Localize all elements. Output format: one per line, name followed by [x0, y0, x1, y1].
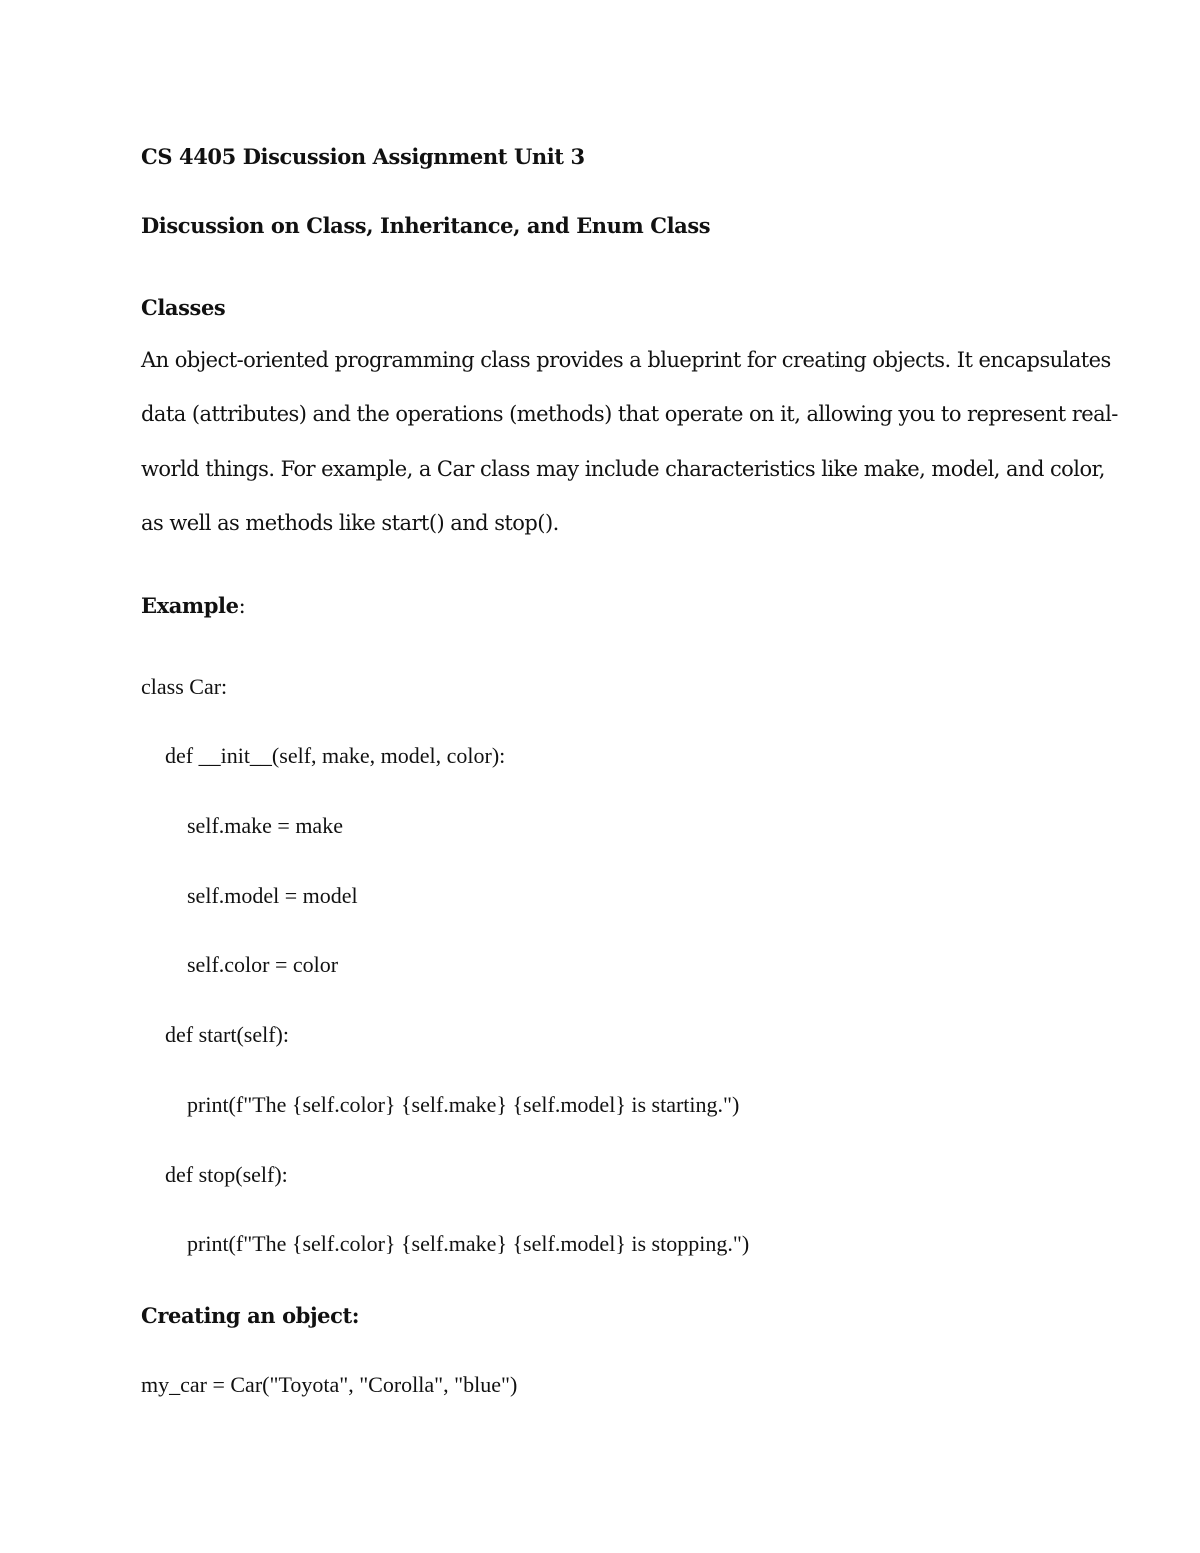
- document-title: CS 4405 Discussion Assignment Unit 3: [141, 144, 585, 169]
- section-heading-classes: Classes: [141, 295, 226, 320]
- code-line: def stop(self):: [165, 1162, 288, 1187]
- code-line: print(f"The {self.color} {self.make} {self.model} is stopping."): [187, 1231, 750, 1256]
- object-code-line: my_car = Car("Toyota", "Corolla", "blue"): [141, 1372, 518, 1397]
- document-subtitle: Discussion on Class, Inheritance, and Enum Class: [141, 213, 711, 238]
- creating-object-heading: Creating an object:: [141, 1303, 360, 1328]
- paragraph-line: as well as methods like start() and stop().: [141, 511, 559, 535]
- code-line: def start(self):: [165, 1022, 289, 1047]
- example-label: Example: [141, 593, 239, 618]
- code-line: self.color = color: [187, 952, 339, 977]
- paragraph-line: world things. For example, a Car class may include characteristics like make, model, and color,: [141, 457, 1105, 481]
- code-line: def __init__(self, make, model, color):: [165, 743, 506, 768]
- paragraph-line: data (attributes) and the operations (methods) that operate on it, allowing you to represent real-: [141, 402, 1118, 426]
- code-line: print(f"The {self.color} {self.make} {self.model} is starting."): [187, 1092, 740, 1117]
- paragraph-line: An object-oriented programming class provides a blueprint for creating objects. It encapsulates: [141, 348, 1111, 372]
- code-line: self.model = model: [187, 883, 358, 908]
- example-heading: [141, 595, 245, 617]
- code-line: self.make = make: [187, 813, 343, 838]
- code-line: class Car:: [141, 674, 228, 699]
- example-colon: :: [238, 594, 246, 618]
